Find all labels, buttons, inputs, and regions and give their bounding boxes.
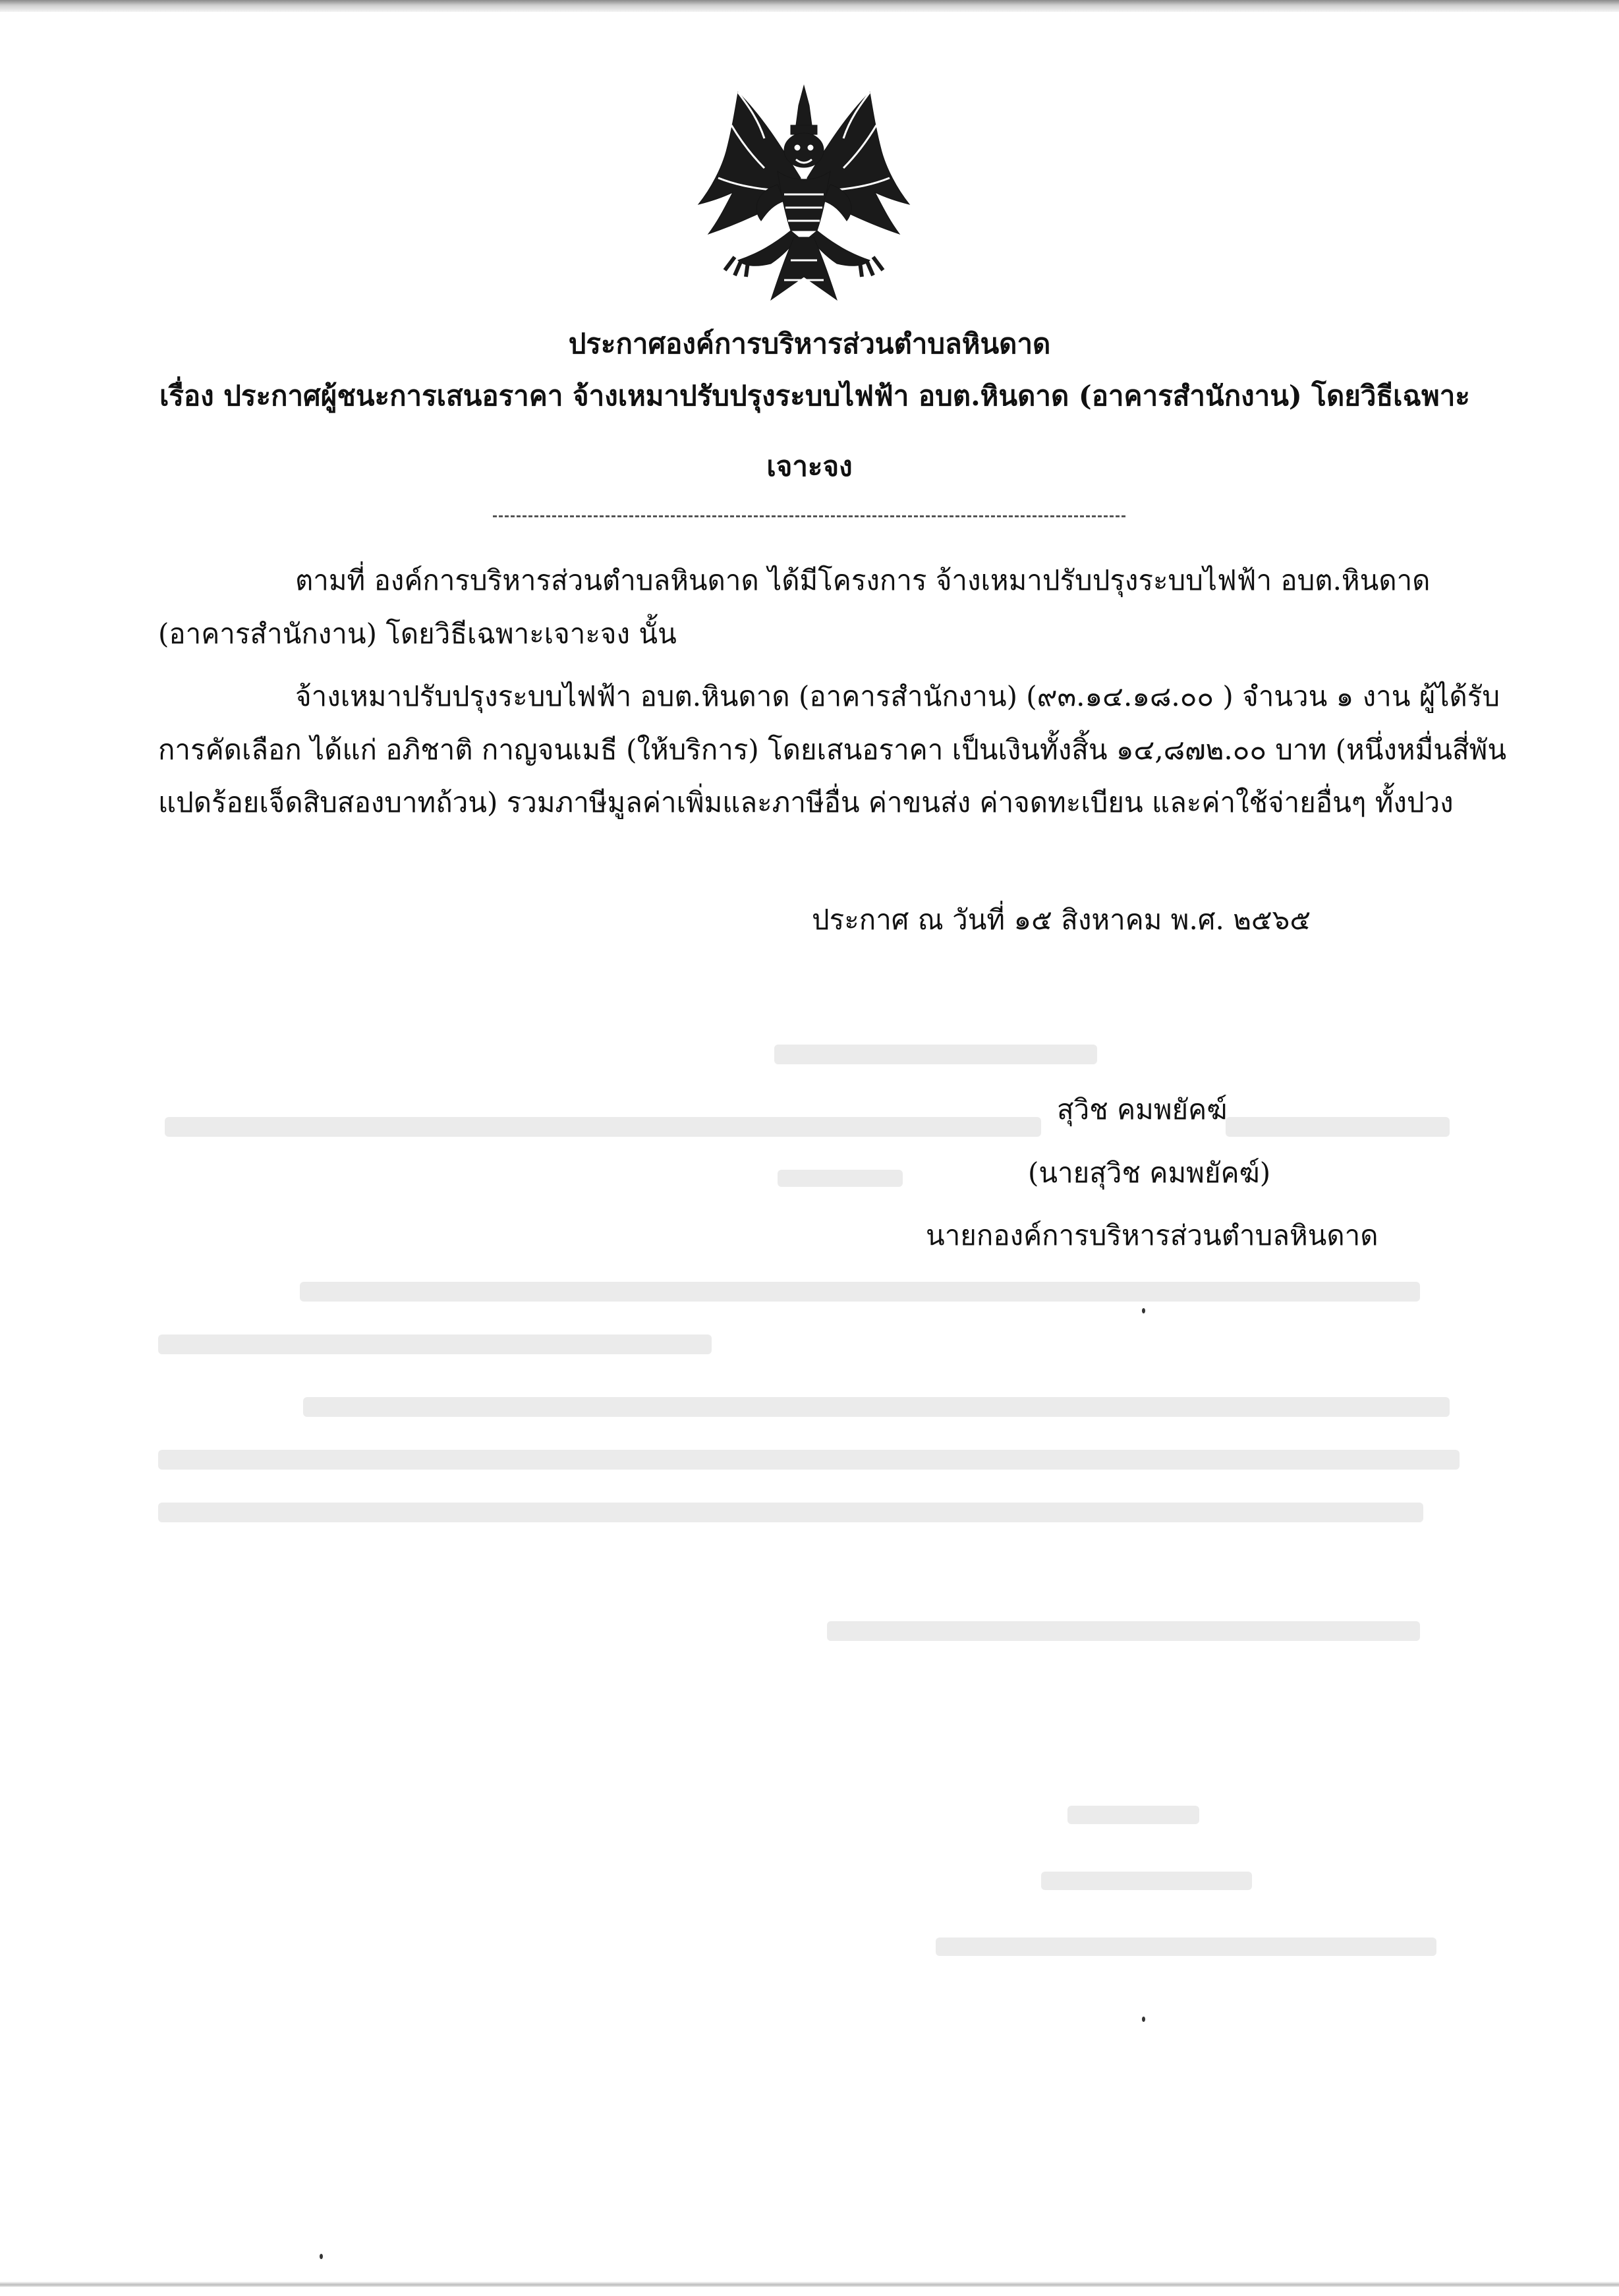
signature: สุวิช คมพยัคฆ์ [1057, 1093, 1228, 1126]
scan-speck [1142, 2017, 1145, 2022]
bleed-through-mark [774, 1045, 1097, 1064]
scan-speck [320, 2254, 323, 2259]
bleed-through-mark [778, 1170, 903, 1187]
subject-line: เรื่อง ประกาศผู้ชนะการเสนอราคา จ้างเหมาปรับปรุงระบบไฟฟ้า อบต.หินดาด (อาคารสำนักงาน) โดยวิธีเฉพาะ [159, 380, 1470, 412]
scan-bottom-edge [0, 2282, 1619, 2287]
paragraph-2-line-3: แปดร้อยเจ็ดสิบสองบาทถ้วน) รวมภาษีมูลค่าเพิ่มและภาษีอื่น ค่าขนส่ง ค่าจดทะเบียน และค่าใช้จ่ายอื่นๆ ทั้งปวง [158, 786, 1454, 818]
bleed-through-mark [303, 1397, 1450, 1417]
announcement-date: ประกาศ ณ วันที่ ๑๕ สิงหาคม พ.ศ. ๒๕๖๕ [812, 904, 1311, 936]
subject-line-continued: เจาะจง [766, 450, 853, 482]
bleed-through-mark [936, 1937, 1436, 1956]
paragraph-1-line-1: ตามที่ องค์การบริหารส่วนตำบลหินดาด ได้มีโครงการ จ้างเหมาปรับปรุงระบบไฟฟ้า อบต.หินดาด [295, 564, 1431, 596]
paragraph-2-line-2: การคัดเลือก ได้แก่ อภิชาติ กาญจนเมธี (ให้บริการ) โดยเสนอราคา เป็นเงินทั้งสิ้น ๑๔,๘๗๒.๐๐ บาท (หนึ่งหมื่นสี่พัน [158, 733, 1507, 766]
bleed-through-mark [1041, 1872, 1252, 1890]
paragraph-2-line-1: จ้างเหมาปรับปรุงระบบไฟฟ้า อบต.หินดาด (อาคารสำนักงาน) (๙๓.๑๔.๑๘.๐๐ ) จำนวน ๑ งาน ผู้ได้รับ [295, 680, 1500, 712]
bleed-through-mark [827, 1621, 1420, 1641]
scan-speck [1142, 1308, 1145, 1313]
bleed-through-mark [1226, 1117, 1450, 1137]
document-title: ประกาศองค์การบริหารส่วนตำบลหินดาด [568, 328, 1051, 360]
signer-position: นายกองค์การบริหารส่วนตำบลหินดาด [926, 1219, 1378, 1251]
header-divider [493, 515, 1125, 517]
paragraph-1-line-2: (อาคารสำนักงาน) โดยวิธีเฉพาะเจาะจง นั้น [158, 617, 677, 650]
bleed-through-mark [165, 1117, 1041, 1137]
garuda-emblem-icon [685, 79, 923, 306]
bleed-through-mark [158, 1503, 1423, 1522]
bleed-through-mark [300, 1282, 1420, 1302]
bleed-through-mark [158, 1335, 712, 1354]
bleed-through-mark [1067, 1806, 1199, 1824]
bleed-through-mark [158, 1450, 1460, 1470]
printed-name: (นายสุวิช คมพยัคฆ์) [1028, 1157, 1271, 1189]
scan-top-edge [0, 0, 1619, 12]
